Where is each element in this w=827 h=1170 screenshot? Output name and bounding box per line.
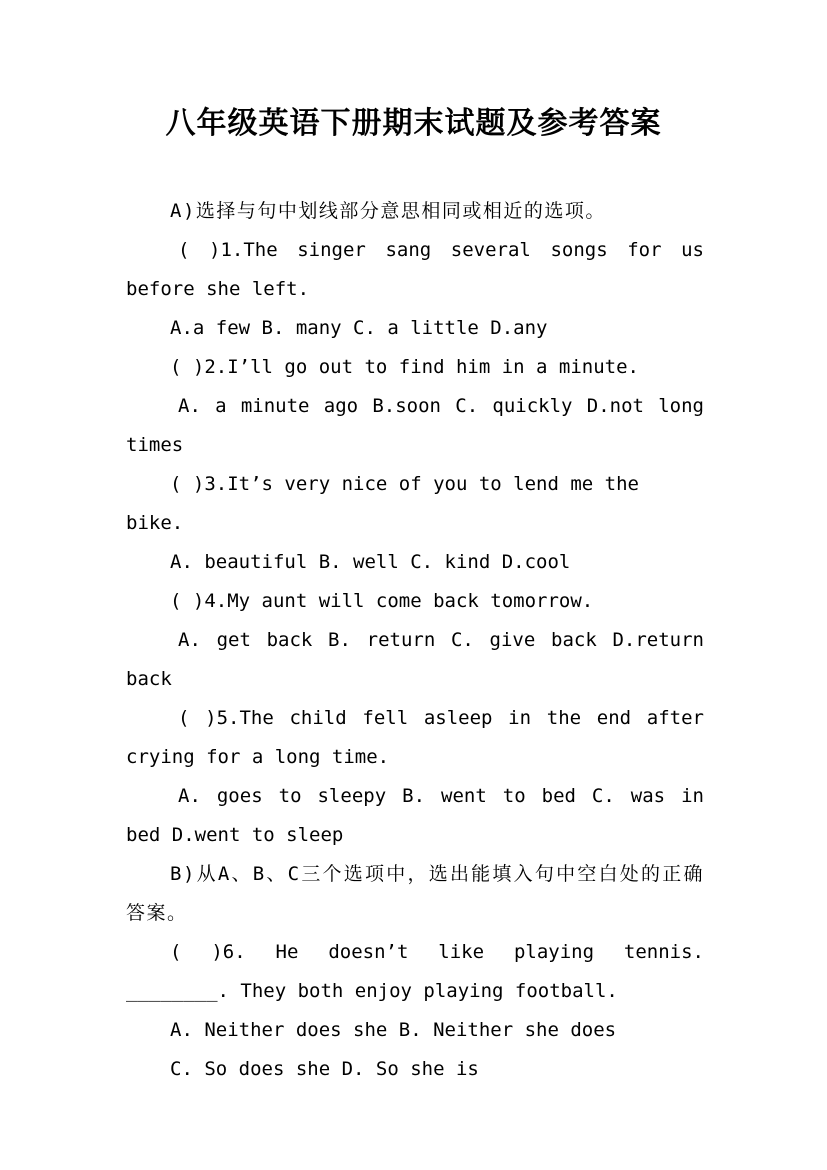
question-3-options: A. beautiful B. well C. kind D.cool — [170, 551, 571, 573]
question-6-stem: ( )6. He doesn’t like playing tennis. ________. They both enjoy playing football. — [126, 941, 704, 1002]
section-b-heading: B)从A、B、C三个选项中，选出能填入句中空白处的正确答案。 — [126, 863, 704, 924]
question-3-stem: ( )3.It’s very nice of you to lend me the bike. — [126, 473, 639, 534]
question-2-stem: ( )2.I’ll go out to find him in a minute. — [170, 356, 639, 378]
question-4-stem: ( )4.My aunt will come back tomorrow. — [170, 590, 594, 612]
question-5-options: A. goes to sleepy B. went to bed C. was in bed D.went to sleep — [126, 785, 704, 846]
question-6-options-line-1: A. Neither does she B. Neither she does — [170, 1019, 617, 1041]
question-2-options: A. a minute ago B.soon C. quickly D.not long times — [126, 395, 704, 456]
question-4-options: A. get back B. return C. give back D.return back — [126, 629, 704, 690]
question-1-options: A.a few B. many C. a little D.any — [170, 317, 548, 339]
document-body — [126, 192, 704, 1089]
section-a-heading: A)选择与句中划线部分意思相同或相近的选项。 — [170, 200, 606, 222]
question-6-options-line-2: C. So does she D. So she is — [170, 1058, 479, 1080]
page-title: 八年级英语下册期末试题及参考答案 — [165, 106, 662, 141]
question-1-stem: ( )1.The singer sang several songs for us before she left. — [126, 239, 704, 300]
question-5-stem: ( )5.The child fell asleep in the end after crying for a long time. — [126, 707, 704, 768]
